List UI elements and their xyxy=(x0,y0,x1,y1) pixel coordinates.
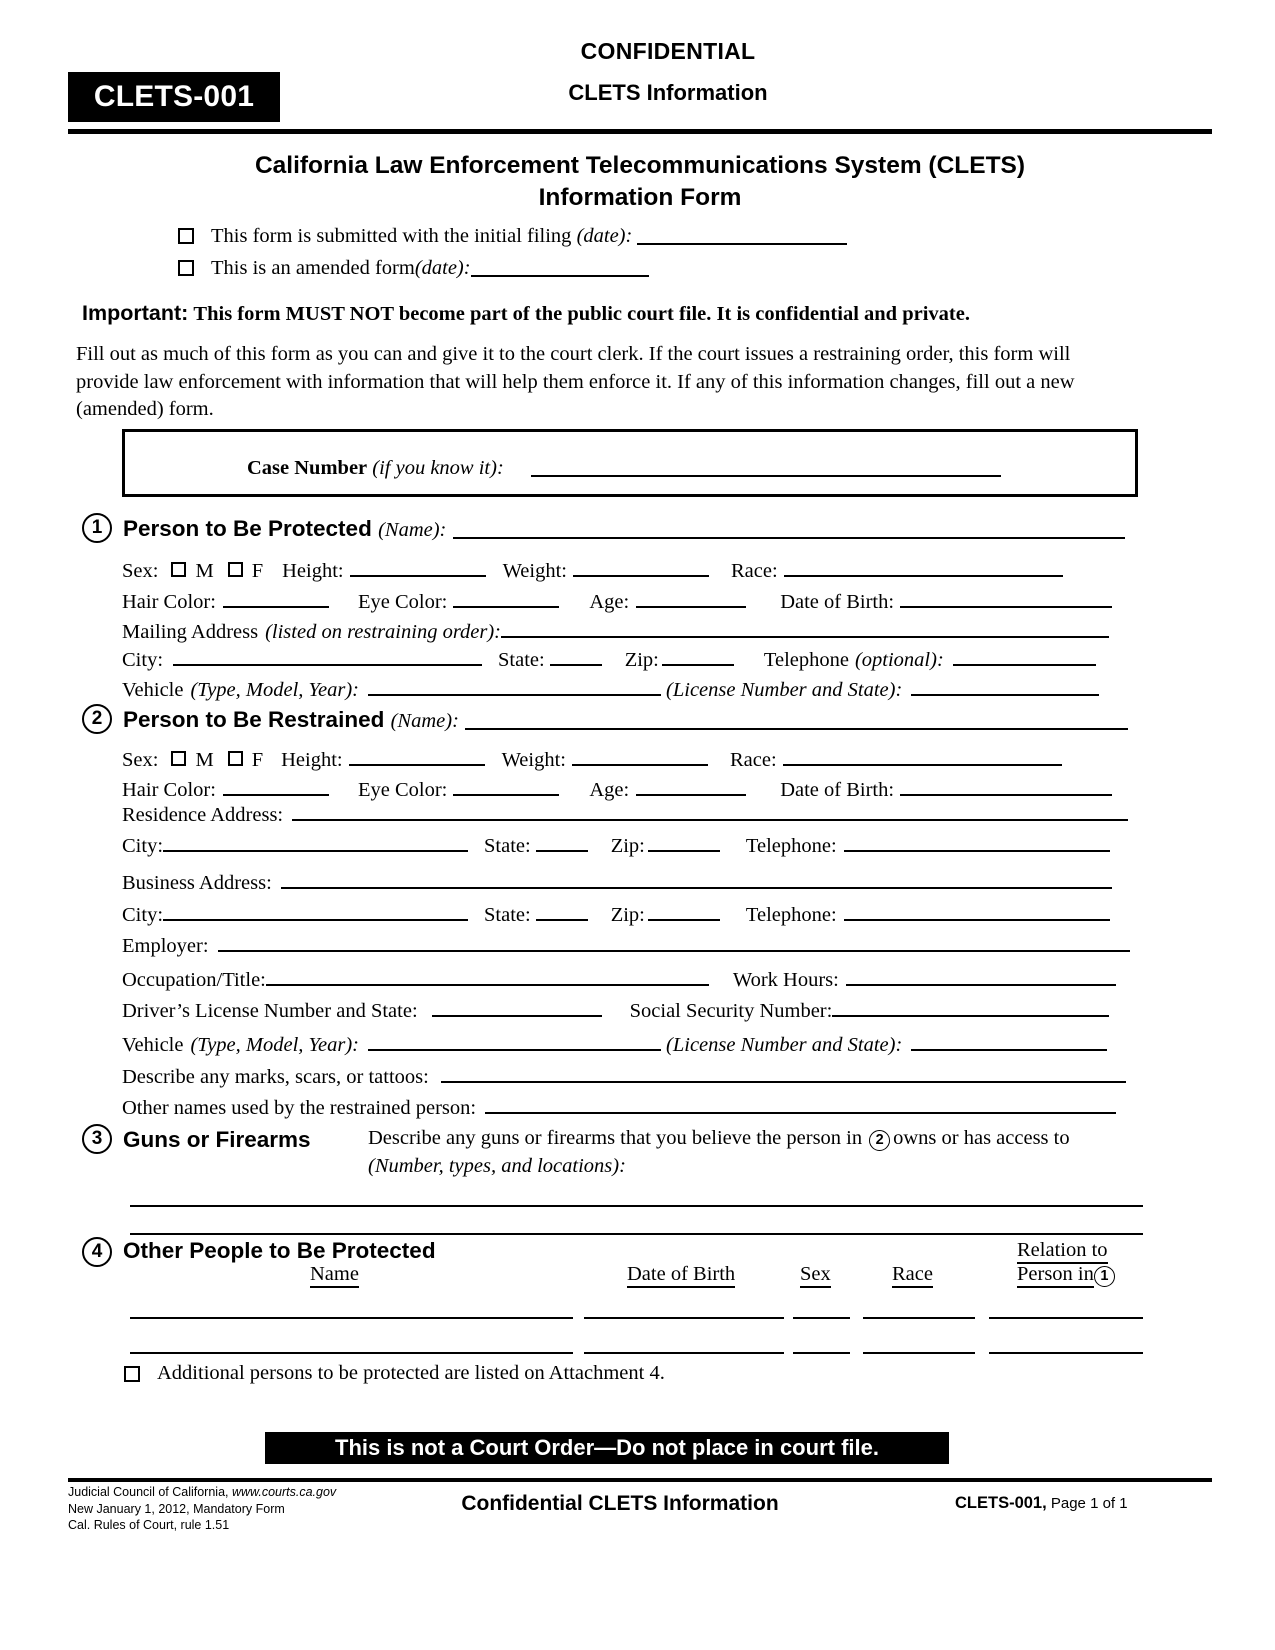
restrained-drivers-license-input[interactable] xyxy=(432,996,602,1017)
protected-sex-label: Sex: xyxy=(122,559,159,582)
protected-mailing-address-input[interactable] xyxy=(501,617,1109,638)
section-3-description-line1 xyxy=(368,1127,1070,1151)
restrained-person-name-input[interactable] xyxy=(465,707,1128,730)
protected-height-input[interactable] xyxy=(350,556,486,577)
restrained-residence-state-input[interactable] xyxy=(536,831,588,852)
protected-vehicle-label: Vehicle xyxy=(122,678,184,701)
other-people-row1-sex-input[interactable] xyxy=(793,1317,850,1319)
section-1-number: 1 xyxy=(82,513,112,543)
other-people-row1-dob-input[interactable] xyxy=(584,1317,784,1319)
protected-race-input[interactable] xyxy=(784,556,1063,577)
form-header xyxy=(68,38,1212,130)
protected-sex-male-checkbox[interactable] xyxy=(171,562,186,577)
restrained-residence-address-row xyxy=(122,800,1128,827)
restrained-marks-input[interactable] xyxy=(441,1062,1126,1083)
restrained-vehicle-row xyxy=(122,1030,1107,1057)
protected-telephone-note: (optional): xyxy=(854,648,944,671)
protected-dob-label: Date of Birth: xyxy=(780,590,895,613)
other-people-col-sex: Sex xyxy=(800,1263,831,1288)
restrained-employer-row xyxy=(122,931,1130,958)
restrained-sex-female-label: F xyxy=(251,748,264,771)
restrained-employer-label: Employer: xyxy=(122,934,209,957)
restrained-weight-input[interactable] xyxy=(572,745,708,766)
restrained-age-input[interactable] xyxy=(636,775,746,796)
protected-person-name-input[interactable] xyxy=(453,516,1125,539)
attachment-4-label: Additional persons to be protected are listed on Attachment 4. xyxy=(157,1362,665,1384)
restrained-work-hours-input[interactable] xyxy=(846,965,1116,986)
section-3-description-line2 xyxy=(368,1155,626,1178)
footer-left-block xyxy=(68,1484,336,1534)
protected-state-input[interactable] xyxy=(550,645,602,666)
guns-answer-line-2[interactable] xyxy=(130,1233,1143,1235)
restrained-dob-input[interactable] xyxy=(900,775,1112,796)
footer-divider xyxy=(68,1478,1212,1482)
protected-sex-male-label: M xyxy=(195,559,214,582)
restrained-business-telephone-label: Telephone: xyxy=(745,903,837,926)
protected-vehicle-note: (Type, Model, Year): xyxy=(190,678,360,701)
restrained-residence-zip-label: Zip: xyxy=(610,834,645,857)
initial-filing-date-note: (date): xyxy=(576,224,633,247)
clets-information-label: CLETS Information xyxy=(568,80,768,105)
restrained-dl-ssn-row xyxy=(122,996,1109,1023)
initial-filing-date-input[interactable] xyxy=(637,224,847,245)
restrained-eye-color-input[interactable] xyxy=(453,775,559,796)
restrained-employer-input[interactable] xyxy=(218,931,1130,952)
restrained-ssn-label: Social Security Number: xyxy=(629,999,833,1022)
protected-vehicle-row xyxy=(122,675,1099,702)
important-text: This form MUST NOT become part of the public court file. It is confidential and private. xyxy=(193,303,970,325)
amended-form-checkbox[interactable] xyxy=(178,260,194,276)
restrained-business-state-label: State: xyxy=(484,903,531,926)
restrained-business-zip-label: Zip: xyxy=(610,903,645,926)
protected-weight-label: Weight: xyxy=(502,559,567,582)
initial-filing-checkbox-row[interactable] xyxy=(178,224,847,248)
restrained-business-state-input[interactable] xyxy=(536,900,588,921)
restrained-residence-address-label: Residence Address: xyxy=(122,803,284,826)
section-2-heading-note: (Name): xyxy=(390,710,459,732)
restrained-sex-male-label: M xyxy=(195,748,214,771)
restrained-height-label: Height: xyxy=(281,748,343,771)
protected-height-label: Height: xyxy=(282,559,344,582)
protected-license-input[interactable] xyxy=(911,675,1099,696)
restrained-marks-row xyxy=(122,1062,1126,1089)
footer-judicial-council-line: Judicial Council of California, www.courts.ca.gov xyxy=(68,1485,337,1499)
intro-paragraph: Fill out as much of this form as you can and give it to the court clerk. If the court issues a restraining order, this form will provide law enforcement with information that will help them enforce it. If any of this information changes, fill out a new (amended) form. xyxy=(76,343,1075,420)
protected-mailing-address-row xyxy=(122,617,1109,644)
restrained-license-note: (License Number and State): xyxy=(666,1033,903,1056)
protected-telephone-label: Telephone xyxy=(763,648,849,671)
restrained-drivers-license-label: Driver’s License Number and State: xyxy=(122,999,418,1022)
other-people-col-dob: Date of Birth xyxy=(627,1263,735,1288)
form-number-badge: CLETS-001 xyxy=(68,72,280,122)
restrained-business-city-input[interactable] xyxy=(163,900,468,921)
protected-city-label: City: xyxy=(122,648,164,671)
not-a-court-order-banner: This is not a Court Order—Do not place in court file. xyxy=(265,1432,949,1464)
header-center-titles xyxy=(318,38,1018,106)
restrained-business-zip-input[interactable] xyxy=(648,900,720,921)
header-divider xyxy=(68,129,1212,134)
restrained-other-names-input[interactable] xyxy=(485,1093,1116,1114)
restrained-vehicle-input[interactable] xyxy=(368,1030,661,1051)
restrained-residence-city-row xyxy=(122,831,1110,858)
restrained-dob-label: Date of Birth: xyxy=(780,778,895,801)
protected-sex-female-checkbox[interactable] xyxy=(228,562,243,577)
protected-zip-label: Zip: xyxy=(624,648,659,671)
case-number-label: Case Number xyxy=(247,456,368,479)
section-3-heading: Guns or Firearms xyxy=(123,1127,311,1152)
restrained-work-hours-label: Work Hours: xyxy=(732,968,839,991)
important-notice xyxy=(82,301,970,326)
section-2-heading: Person to Be Restrained (Name): xyxy=(123,707,1128,733)
other-people-row2-sex-input[interactable] xyxy=(793,1352,850,1354)
section-3-number: 3 xyxy=(82,1124,112,1154)
other-people-col-name: Name xyxy=(310,1263,359,1288)
protected-city-input[interactable] xyxy=(173,645,482,666)
restrained-sex-female-checkbox[interactable] xyxy=(228,751,243,766)
guns-description-c: (Number, types, and locations): xyxy=(368,1155,626,1177)
protected-dob-input[interactable] xyxy=(900,587,1112,608)
initial-filing-checkbox[interactable] xyxy=(178,228,194,244)
restrained-height-input[interactable] xyxy=(349,745,485,766)
other-people-row1-race-input[interactable] xyxy=(863,1317,975,1319)
protected-physical-row-1 xyxy=(122,556,1063,583)
restrained-residence-address-input[interactable] xyxy=(292,800,1128,821)
restrained-occupation-label: Occupation/Title: xyxy=(122,968,266,991)
guns-description-b: owns or has access to xyxy=(893,1127,1070,1149)
other-people-row2-relation-input[interactable] xyxy=(989,1352,1143,1354)
restrained-sex-label: Sex: xyxy=(122,748,159,771)
attachment-4-checkbox[interactable] xyxy=(124,1366,140,1382)
restrained-business-telephone-input[interactable] xyxy=(844,900,1110,921)
restrained-hair-color-input[interactable] xyxy=(223,775,329,796)
protected-city-row xyxy=(122,645,1096,672)
case-number-row xyxy=(247,456,1001,480)
footer-rule-line: Cal. Rules of Court, rule 1.51 xyxy=(68,1518,230,1532)
restrained-sex-male-checkbox[interactable] xyxy=(171,751,186,766)
footer-right-page: CLETS-001, Page 1 of 1 xyxy=(955,1494,1128,1512)
protected-eye-color-input[interactable] xyxy=(453,587,559,608)
other-people-row1-relation-input[interactable] xyxy=(989,1317,1143,1319)
important-lead: Important: xyxy=(82,301,189,325)
other-people-row2-name-input[interactable] xyxy=(130,1352,573,1354)
protected-sex-female-label: F xyxy=(251,559,264,582)
restrained-vehicle-label: Vehicle xyxy=(122,1033,184,1056)
other-people-row2-dob-input[interactable] xyxy=(584,1352,784,1354)
other-people-col-relation-line2: Person in 1 xyxy=(1017,1263,1115,1288)
restrained-business-city-row xyxy=(122,900,1110,927)
protected-age-input[interactable] xyxy=(636,587,746,608)
restrained-residence-city-label: City: xyxy=(122,834,164,857)
restrained-race-input[interactable] xyxy=(783,745,1062,766)
restrained-license-input[interactable] xyxy=(911,1030,1107,1051)
section-4-heading: Other People to Be Protected xyxy=(123,1238,436,1263)
amended-form-date-note: (date): xyxy=(414,256,471,279)
section-1-heading: Person to Be Protected (Name): xyxy=(123,516,1125,542)
restrained-age-label: Age: xyxy=(589,778,630,801)
restrained-hair-color-label: Hair Color: xyxy=(122,778,216,801)
guns-description-a: Describe any guns or firearms that you believe the person in xyxy=(368,1127,863,1149)
restrained-ssn-input[interactable] xyxy=(832,996,1109,1017)
protected-physical-row-2 xyxy=(122,587,1112,614)
page-title-line2: Information Form xyxy=(538,184,742,211)
restrained-physical-row-1 xyxy=(122,745,1062,772)
protected-hair-color-input[interactable] xyxy=(223,587,329,608)
guns-answer-line-1[interactable] xyxy=(130,1205,1143,1207)
restrained-residence-telephone-input[interactable] xyxy=(844,831,1110,852)
section-2-number: 2 xyxy=(82,704,112,734)
restrained-business-address-row xyxy=(122,868,1112,895)
page-title xyxy=(120,150,1160,214)
restrained-occupation-input[interactable] xyxy=(266,965,709,986)
restrained-vehicle-note: (Type, Model, Year): xyxy=(190,1033,360,1056)
restrained-other-names-row xyxy=(122,1093,1116,1120)
protected-vehicle-input[interactable] xyxy=(368,675,661,696)
protected-license-note: (License Number and State): xyxy=(666,678,903,701)
protected-mailing-address-note: (listed on restraining order): xyxy=(265,620,502,643)
amended-form-label: This is an amended form(date): xyxy=(211,256,649,280)
protected-eye-color-label: Eye Color: xyxy=(357,590,448,613)
protected-zip-input[interactable] xyxy=(662,645,734,666)
confidential-label: CONFIDENTIAL xyxy=(580,38,756,64)
guns-person-2-reference: 2 xyxy=(869,1130,890,1151)
restrained-residence-state-label: State: xyxy=(484,834,531,857)
case-number-note: (if you know it): xyxy=(372,456,504,479)
restrained-business-address-label: Business Address: xyxy=(122,871,272,894)
footer-center-title: Confidential CLETS Information xyxy=(461,1492,779,1515)
section-4-number: 4 xyxy=(82,1237,112,1267)
amended-form-date-input[interactable] xyxy=(471,256,649,277)
restrained-business-address-input[interactable] xyxy=(281,868,1112,889)
restrained-eye-color-label: Eye Color: xyxy=(357,778,448,801)
protected-age-label: Age: xyxy=(589,590,630,613)
restrained-race-label: Race: xyxy=(730,748,777,771)
footer-revision-line: New January 1, 2012, Mandatory Form xyxy=(68,1501,285,1516)
other-people-col-relation-line1: Relation to xyxy=(1017,1239,1108,1264)
protected-weight-input[interactable] xyxy=(573,556,709,577)
initial-filing-label: This form is submitted with the initial filing (date): xyxy=(211,224,847,248)
restrained-occupation-row xyxy=(122,965,1116,992)
protected-state-label: State: xyxy=(498,648,545,671)
restrained-other-names-label: Other names used by the restrained person: xyxy=(122,1096,477,1119)
restrained-residence-zip-input[interactable] xyxy=(648,831,720,852)
protected-mailing-address-label: Mailing Address xyxy=(122,620,259,643)
section-1-heading-note: (Name): xyxy=(378,519,447,541)
protected-race-label: Race: xyxy=(731,559,778,582)
attachment-4-checkbox-row[interactable] xyxy=(124,1362,665,1385)
restrained-residence-telephone-label: Telephone: xyxy=(745,834,837,857)
restrained-weight-label: Weight: xyxy=(501,748,566,771)
case-number-input[interactable] xyxy=(531,456,1001,477)
case-number-box xyxy=(122,429,1138,497)
protected-hair-color-label: Hair Color: xyxy=(122,590,216,613)
relation-person-1-reference: 1 xyxy=(1094,1266,1115,1287)
restrained-business-city-label: City: xyxy=(122,903,164,926)
other-people-col-race: Race xyxy=(892,1263,933,1288)
restrained-physical-row-2 xyxy=(122,775,1112,802)
restrained-residence-city-input[interactable] xyxy=(163,831,468,852)
other-people-row1-name-input[interactable] xyxy=(130,1317,573,1319)
amended-form-checkbox-row[interactable] xyxy=(178,256,649,280)
page-title-line1: California Law Enforcement Telecommunications System (CLETS) xyxy=(254,152,1026,179)
restrained-marks-label: Describe any marks, scars, or tattoos: xyxy=(122,1065,429,1088)
protected-telephone-input[interactable] xyxy=(953,645,1096,666)
other-people-row2-race-input[interactable] xyxy=(863,1352,975,1354)
